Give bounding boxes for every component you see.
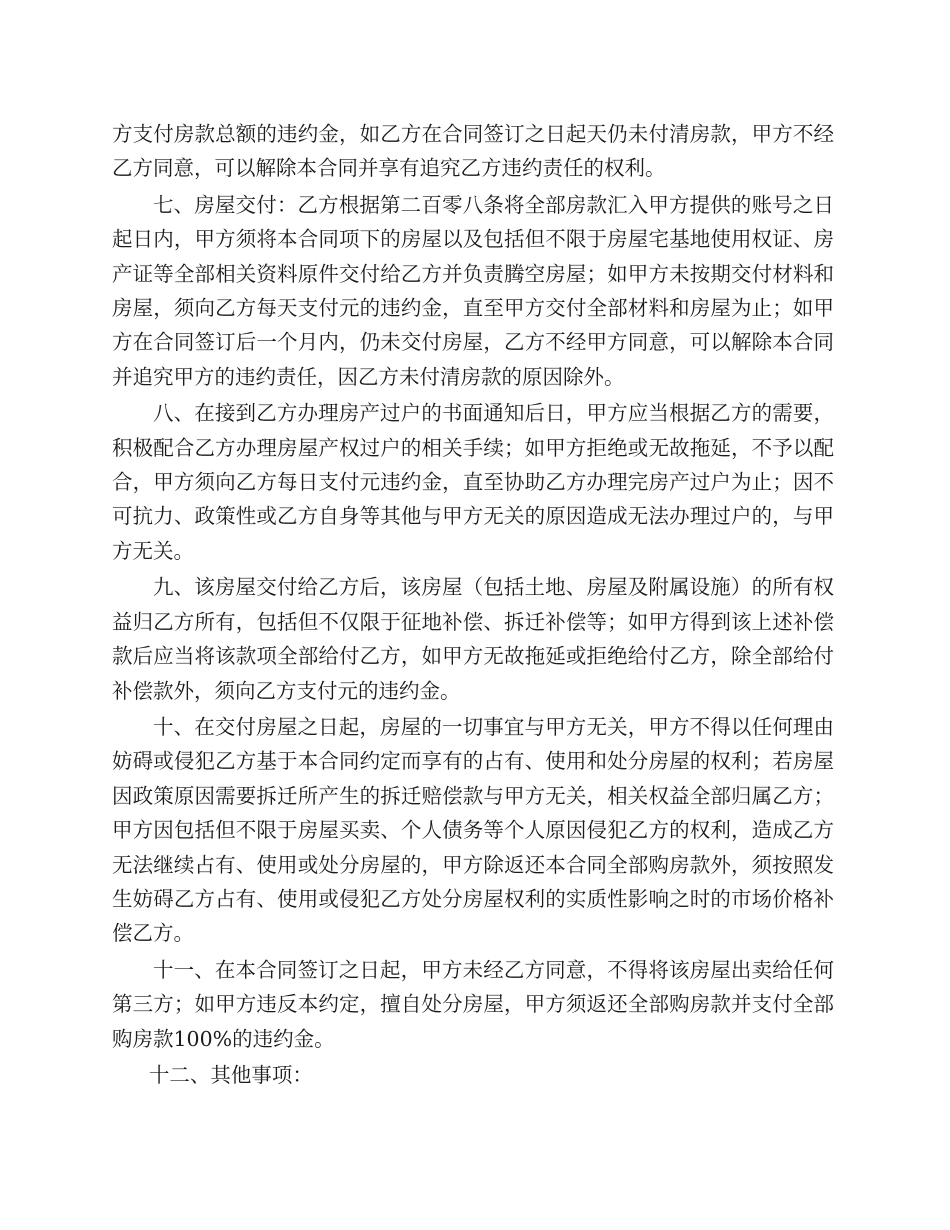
- contract-text-body: [112, 117, 834, 1094]
- paragraph-clause-8-transfer: 八、在接到乙方办理房产过户的书面通知后日，甲方应当根据乙方的需要，积极配合乙方办理房屋产权过户的相关手续；如甲方拒绝或无故拖延，不予以配合，甲方须向乙方每日支付元违约金，直至协助乙方办理完房产过户为止；因不可抗力、政策性或乙方自身等其他与甲方无关的原因造成无法办理过户的，与甲方无关。: [112, 401, 834, 563]
- paragraph-penalty-continuation: 方支付房款总额的违约金，如乙方在合同签订之日起天仍未付清房款，甲方不经乙方同意，可以解除本合同并享有追究乙方违约责任的权利。: [112, 122, 834, 181]
- paragraph-clause-10-after-delivery: 十、在交付房屋之日起，房屋的一切事宜与甲方无关，甲方不得以任何理由妨碍或侵犯乙方基于本合同约定而享有的占有、使用和处分房屋的权利；若房屋因政策原因需要拆迁所产生的拆迁赔偿款与甲方无关，相关权益全部归属乙方；甲方因包括但不限于房屋买卖、个人债务等个人原因侵犯乙方的权利，造成乙方无法继续占有、使用或处分房屋的，甲方除返还本合同全部购房款外，须按照发生妨碍乙方占有、使用或侵犯乙方处分房屋权利的实质性影响之时的市场价格补偿乙方。: [112, 714, 834, 946]
- paragraph-clause-9-rights: 九、该房屋交付给乙方后，该房屋（包括土地、房屋及附属设施）的所有权益归乙方所有，包括但不仅限于征地补偿、拆迁补偿等；如甲方得到该上述补偿款后应当将该款项全部给付乙方，如甲方无故拖延或拒绝给付乙方，除全部给付补偿款外，须向乙方支付元的违约金。: [112, 575, 834, 703]
- paragraph-clause-11-no-resale: 十一、在本合同签订之日起，甲方未经乙方同意，不得将该房屋出卖给任何第三方；如甲方违反本约定，擅自处分房屋，甲方须返还全部购房款并支付全部购房款100%的违约金。: [112, 957, 834, 1051]
- paragraph-clause-7-house-delivery: 七、房屋交付：乙方根据第二百零八条将全部房款汇入甲方提供的账号之日起日内，甲方须将本合同项下的房屋以及包括但不限于房屋宅基地使用权证、房产证等全部相关资料原件交付给乙方并负责腾空房屋；如甲方未按期交付材料和房屋，须向乙方每天支付元的违约金，直至甲方交付全部材料和房屋为止；如甲方在合同签订后一个月内，仍未交付房屋，乙方不经甲方同意，可以解除本合同并追究甲方的违约责任，因乙方未付清房款的原因除外。: [112, 192, 834, 389]
- paragraph-clause-12-other-matters: 十二、其他事项：: [148, 1062, 313, 1087]
